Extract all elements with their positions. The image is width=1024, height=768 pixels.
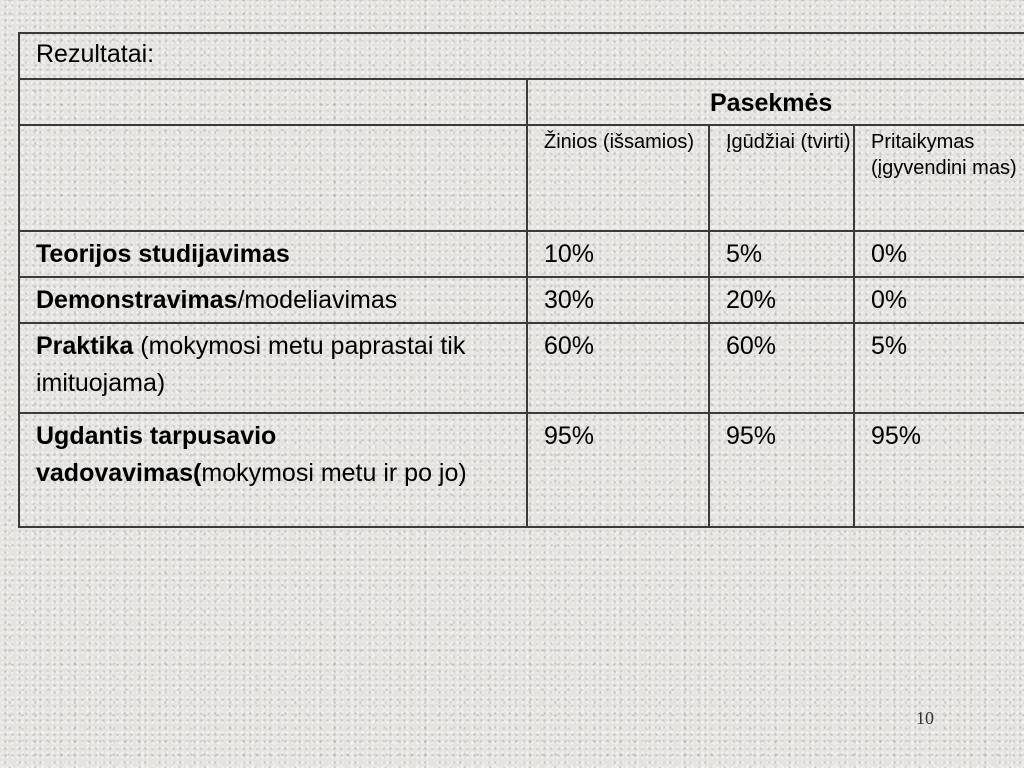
value-application: 0%: [871, 286, 908, 314]
value-application: 0%: [871, 240, 908, 268]
table-row: [19, 231, 1024, 277]
row-label-cell: [19, 413, 527, 527]
table-title: Rezultatai:: [36, 40, 155, 68]
subheader-cell: [709, 125, 854, 231]
subheader-row: [19, 125, 1024, 231]
row-label-bold: Teorijos studijavimas: [36, 240, 290, 268]
outcomes-header: Pasekmės: [710, 89, 833, 117]
empty-header-cell: [19, 79, 527, 125]
page-number: 10: [916, 708, 934, 728]
row-label: [20, 324, 526, 402]
value-skills: 60%: [726, 332, 777, 360]
row-label-cell: [19, 231, 527, 277]
value-cell: [854, 413, 1024, 527]
row-label-rest: mokymosi metu ir po jo): [201, 459, 467, 487]
value-cell: [709, 277, 854, 323]
value-skills: 5%: [726, 240, 763, 268]
table-row: [19, 413, 1024, 527]
empty-subheader-cell: [19, 125, 527, 231]
row-label-rest: (mokymosi metu paprastai tik imituojama): [36, 332, 466, 397]
value-application: 95%: [871, 422, 922, 450]
row-label-cell: [19, 277, 527, 323]
results-table: [18, 32, 1024, 528]
value-cell: [854, 231, 1024, 277]
value-knowledge: 60%: [544, 332, 595, 360]
row-label-bold: Ugdantis tarpusavio vadovavimas(: [36, 422, 277, 487]
row-label-rest: /modeliavimas: [237, 286, 398, 314]
value-cell: [709, 323, 854, 413]
value-cell: [854, 277, 1024, 323]
value-cell: [527, 323, 709, 413]
outcomes-header-cell: [527, 79, 1024, 125]
value-cell: [709, 231, 854, 277]
value-knowledge: 30%: [544, 286, 595, 314]
row-label: [20, 232, 526, 273]
row-label: [20, 414, 526, 492]
value-knowledge: 10%: [544, 240, 595, 268]
row-label-bold: Praktika: [36, 332, 134, 360]
value-skills: 95%: [726, 422, 777, 450]
value-cell: [854, 323, 1024, 413]
value-application: 5%: [871, 332, 908, 360]
value-skills: 20%: [726, 286, 777, 314]
subheader-knowledge: Žinios (išsamios): [544, 131, 695, 153]
outcomes-header-row: [19, 79, 1024, 125]
value-cell: [527, 413, 709, 527]
subheader-skills: Įgūdžiai (tvirti): [726, 131, 851, 153]
table-row: [19, 277, 1024, 323]
table-row: [19, 323, 1024, 413]
value-cell: [709, 413, 854, 527]
subheader-cell: [527, 125, 709, 231]
value-cell: [527, 277, 709, 323]
subheader-cell: [854, 125, 1024, 231]
subheader-application: Pritaikymas (įgyvendini mas): [871, 131, 1017, 179]
table-title-row: [19, 33, 1024, 79]
row-label-bold: Demonstravimas: [36, 286, 238, 314]
value-knowledge: 95%: [544, 422, 595, 450]
table-title-cell: [19, 33, 1024, 79]
value-cell: [527, 231, 709, 277]
row-label: [20, 278, 526, 319]
row-label-cell: [19, 323, 527, 413]
